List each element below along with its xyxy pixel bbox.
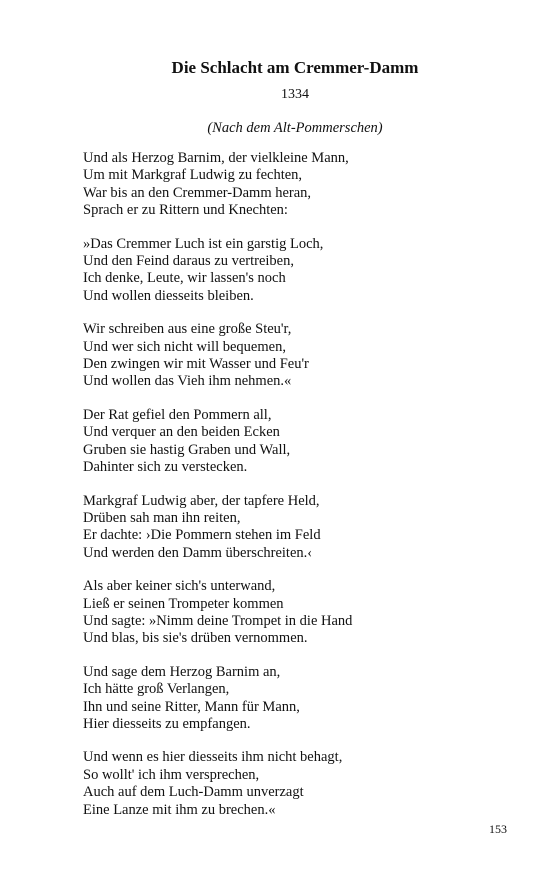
poem-line: Und wenn es hier diesseits ihm nicht behagt,	[83, 749, 343, 766]
poem-line: Wir schreiben aus eine große Steu'r,	[83, 321, 292, 338]
poem-line: Ließ er seinen Trompeter kommen	[83, 595, 284, 612]
poem-line: Ihn und seine Ritter, Mann für Mann,	[83, 698, 300, 715]
poem-line: Und wer sich nicht will bequemen,	[83, 338, 286, 355]
poem-line: Auch auf dem Luch-Damm unverzagt	[83, 784, 304, 801]
poem-line: Und wollen diesseits bleiben.	[83, 287, 254, 304]
poem-line: Um mit Markgraf Ludwig zu fechten,	[83, 167, 303, 184]
poem-line: Und wollen das Vieh ihm nehmen.«	[83, 373, 292, 390]
poem-line: Eine Lanze mit ihm zu brechen.«	[83, 801, 276, 818]
poem-line: Und werden den Damm überschreiten.‹	[83, 544, 313, 561]
poem-line: Markgraf Ludwig aber, der tapfere Held,	[83, 492, 320, 509]
poem-title: Die Schlacht am Cremmer-Damm	[171, 58, 419, 77]
poem-line: Ich hätte groß Verlangen,	[83, 681, 230, 698]
poem-line: Ich denke, Leute, wir lassen's noch	[83, 270, 286, 287]
poem-subtitle: (Nach dem Alt-Pommerschen)	[207, 120, 383, 136]
stanza-5	[83, 493, 503, 563]
poem-line: Und sagte: »Nimm deine Trompet in die Hand	[83, 612, 353, 629]
stanza-3	[83, 321, 503, 391]
stanza-1	[83, 150, 503, 220]
poem-line: Sprach er zu Rittern und Knechten:	[83, 202, 288, 219]
poem-line: Und verquer an den beiden Ecken	[83, 424, 280, 441]
poem-line: Dahinter sich zu verstecken.	[83, 459, 248, 476]
stanza-7	[83, 664, 503, 734]
poem-line: Und den Feind daraus zu vertreiben,	[83, 253, 294, 270]
poem-line: Gruben sie hastig Graben und Wall,	[83, 441, 291, 458]
poem-line: Und als Herzog Barnim, der vielkleine Mann,	[83, 150, 349, 166]
poem-line: Als aber keiner sich's unterwand,	[83, 578, 276, 595]
stanza-4	[83, 407, 503, 477]
poem-line: Und sage dem Herzog Barnim an,	[83, 663, 281, 680]
poem-line: So wollt' ich ihm versprechen,	[83, 766, 260, 783]
page-number: 153	[489, 822, 507, 836]
poem-line: Hier diesseits zu empfangen.	[83, 715, 251, 732]
poem-line: Drüben sah man ihn reiten,	[83, 509, 241, 526]
poem-line: Der Rat gefiel den Pommern all,	[83, 406, 272, 423]
poem-line: Den zwingen wir mit Wasser und Feu'r	[83, 356, 309, 373]
poem-line: Und blas, bis sie's drüben vernommen.	[83, 630, 308, 647]
poem-line: War bis an den Cremmer-Damm heran,	[83, 184, 312, 201]
poem-line: »Das Cremmer Luch ist ein garstig Loch,	[83, 235, 324, 252]
stanza-6	[83, 578, 503, 648]
poem-year: 1334	[281, 87, 309, 102]
poem-body	[83, 150, 503, 835]
poem-line: Er dachte: ›Die Pommern stehen im Feld	[83, 527, 321, 544]
stanza-2	[83, 236, 503, 306]
stanza-8	[83, 749, 503, 819]
